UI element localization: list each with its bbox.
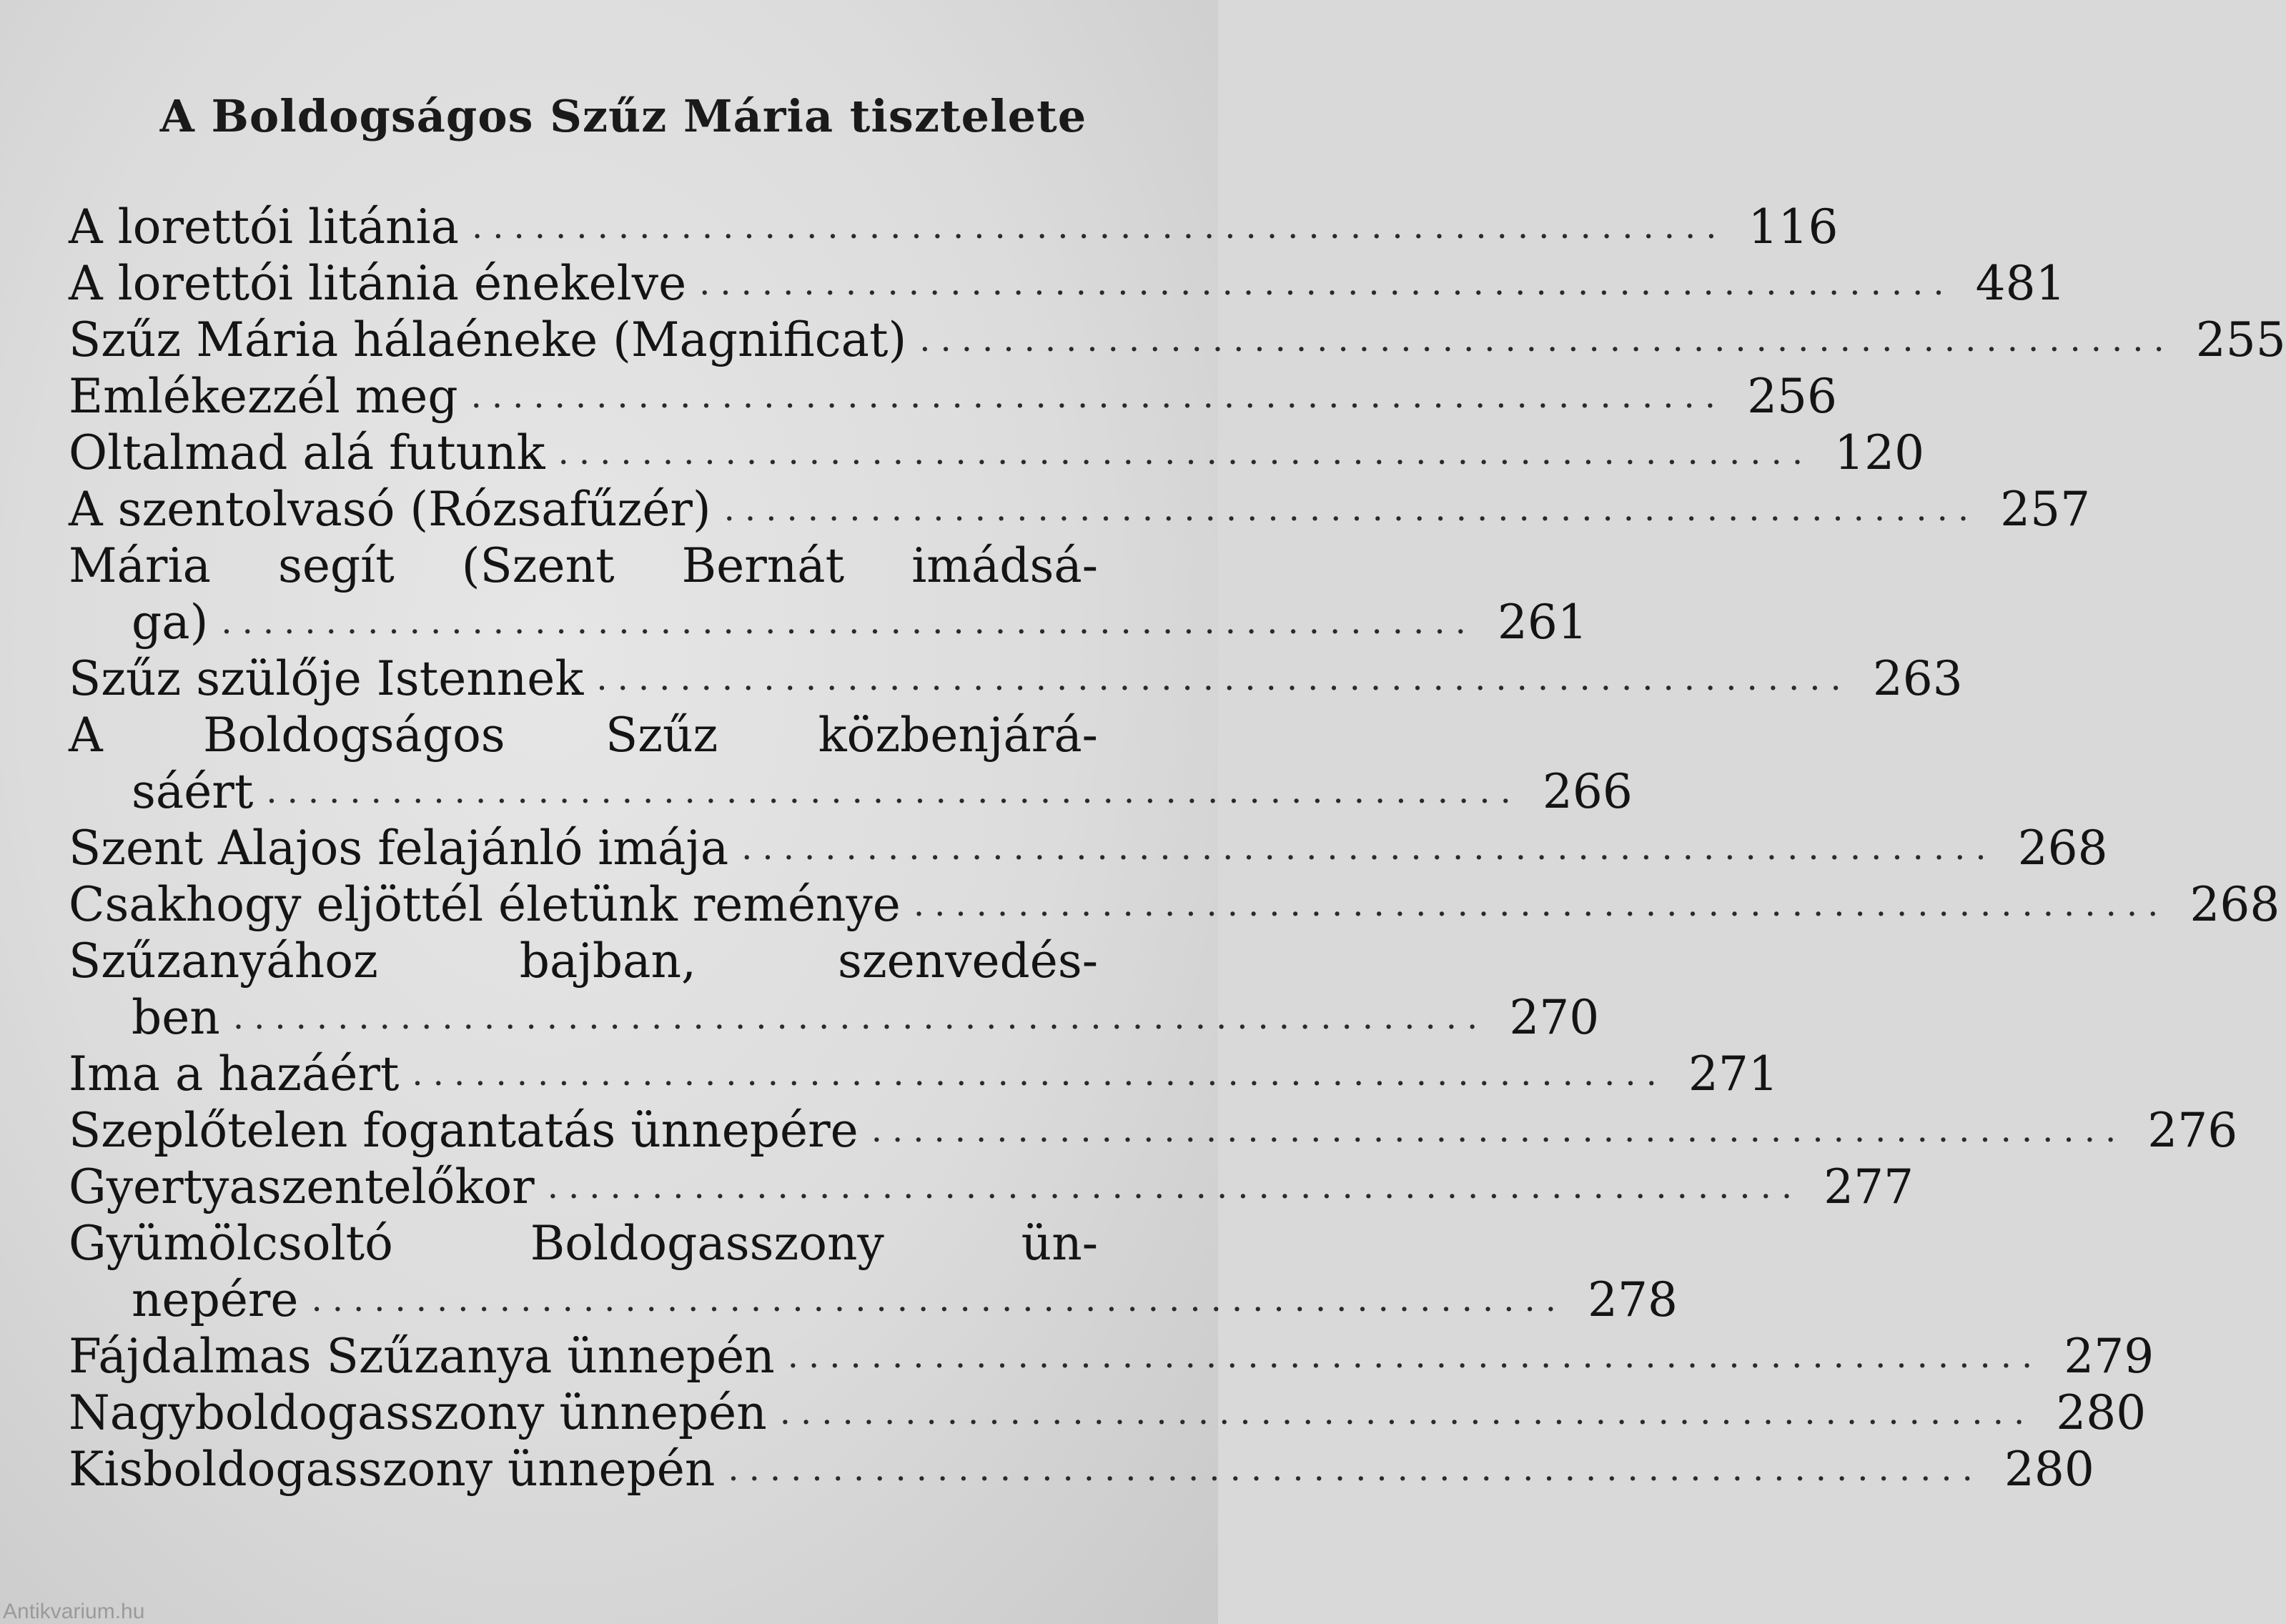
toc-entry-title: Kisboldogasszony ünnepén: [69, 1442, 716, 1497]
toc-entry-title: A lorettói litánia énekelve: [69, 256, 687, 311]
toc-entry-title: Szent Alajos felajánló imája: [69, 821, 729, 876]
toc-entry-title: Csakhogy eljöttél életünk reménye: [69, 877, 901, 932]
toc-entry-page: 268: [2189, 877, 2280, 932]
toc-entry: [69, 255, 2066, 312]
toc-entry: [69, 1159, 1914, 1215]
toc-entry-title: Oltalmad alá futunk: [69, 425, 545, 480]
toc-entry-title: Mária segít (Szent Bernát imádsá-: [69, 538, 1098, 593]
dot-leader: ............................................................: [311, 1279, 1566, 1320]
toc-entry-title: Nagyboldogasszony ünnepén: [69, 1385, 767, 1440]
toc-entry-page: 270: [1509, 990, 1600, 1045]
dot-leader: ............................................................: [787, 1336, 2043, 1376]
toc-entry: [69, 1441, 2094, 1497]
toc-entry-line-1: [69, 933, 1184, 989]
toc-entry: [69, 1046, 1778, 1102]
dot-leader: ............................................................: [547, 1167, 1803, 1207]
watermark-text: Antikvarium.hu: [3, 1600, 145, 1623]
toc-entry-page: 271: [1688, 1046, 1778, 1101]
dot-leader: ............................................................: [596, 658, 1851, 698]
dot-leader: ............................................................: [221, 602, 1476, 642]
dot-leader: ............................................................: [232, 997, 1488, 1037]
toc-entry-page: 116: [1748, 199, 1839, 254]
dot-leader: ............................................................: [919, 320, 2174, 360]
toc-entry: [69, 1385, 2147, 1441]
toc-entry-line-2: [69, 1272, 1678, 1328]
dot-leader: ............................................................: [913, 884, 2169, 924]
toc-entry-page: 280: [2004, 1442, 2094, 1497]
toc-entry: [69, 1102, 2238, 1159]
toc-entry-page: 277: [1824, 1159, 1914, 1214]
toc-entry-title-continued: sáért: [132, 764, 254, 819]
dot-leader: ............................................................: [472, 207, 1727, 247]
toc-entry-page: 276: [2147, 1103, 2238, 1158]
dot-leader: ............................................................: [741, 828, 1996, 868]
dot-leader: ............................................................: [723, 489, 1979, 529]
toc-entry-title: Gyertyaszentelőkor: [69, 1159, 535, 1214]
toc-entry-title-continued: ga): [132, 595, 209, 650]
toc-entry: [69, 876, 2280, 933]
toc-entry-line-1: [69, 707, 1184, 763]
toc-entry-page: 268: [2017, 821, 2108, 876]
toc-entry-title: Fájdalmas Szűzanya ünnepén: [69, 1329, 775, 1384]
toc-entry-page: 481: [1975, 256, 2066, 311]
toc-entry-page: 280: [2056, 1385, 2147, 1440]
toc-entry-title: Szűz szülője Istennek: [69, 651, 584, 706]
dot-leader: ............................................................: [266, 771, 1521, 811]
toc-entry-title: Szűzanyához bajban, szenvedés-: [69, 934, 1098, 989]
toc-entry-line-1: [69, 538, 1184, 594]
toc-entry-title: Gyümölcsoltó Boldogasszony ün-: [69, 1216, 1098, 1271]
toc-entry: [69, 425, 1925, 481]
dot-leader: ............................................................: [412, 1054, 1667, 1094]
toc-entry-page: 256: [1747, 369, 1838, 424]
table-of-contents: [69, 199, 2286, 1497]
toc-entry-title: A lorettói litánia: [69, 199, 460, 254]
toc-entry-page: 278: [1587, 1272, 1678, 1327]
toc-entry-page: 266: [1542, 764, 1633, 819]
dot-leader: ............................................................: [470, 376, 1726, 416]
toc-entry-title-continued: nepére: [132, 1272, 299, 1327]
section-heading: A Boldogságos Szűz Mária tisztelete: [159, 90, 1087, 142]
dot-leader: ............................................................: [558, 432, 1814, 472]
toc-entry-page: 261: [1497, 595, 1588, 650]
dot-leader: ............................................................: [871, 1110, 2127, 1150]
dot-leader: ............................................................: [728, 1449, 1983, 1489]
toc-entry-page: 263: [1872, 651, 1963, 706]
toc-entry-page: 279: [2064, 1329, 2154, 1384]
toc-entry-line-2: [69, 989, 1600, 1046]
toc-entry-title: Szeplőtelen fogantatás ünnepére: [69, 1103, 859, 1158]
toc-entry: [69, 820, 2108, 876]
toc-entry: [69, 650, 1963, 707]
toc-entry-title-continued: ben: [132, 990, 220, 1045]
toc-entry-page: 255: [2195, 312, 2286, 367]
toc-entry-page: 257: [2000, 482, 2091, 537]
dot-leader: ............................................................: [699, 263, 1954, 303]
toc-entry: [69, 481, 2091, 538]
toc-entry-line-2: [69, 763, 1633, 820]
toc-entry-title: A szentolvasó (Rózsafűzér): [69, 482, 711, 537]
toc-entry-page: 120: [1834, 425, 1925, 480]
toc-entry-title: A Boldogságos Szűz közbenjárá-: [69, 708, 1098, 763]
toc-entry: [69, 1328, 2154, 1385]
toc-entry-title: Emlékezzél meg: [69, 369, 458, 424]
toc-entry-title: Ima a hazáért: [69, 1046, 400, 1101]
toc-entry-line-1: [69, 1215, 1184, 1272]
toc-entry: [69, 312, 2286, 368]
toc-entry: [69, 199, 1839, 255]
dot-leader: ............................................................: [779, 1392, 2035, 1432]
toc-entry-title: Szűz Mária hálaéneke (Magnificat): [69, 312, 907, 367]
toc-entry-line-2: [69, 594, 1588, 650]
toc-entry: [69, 368, 1838, 425]
